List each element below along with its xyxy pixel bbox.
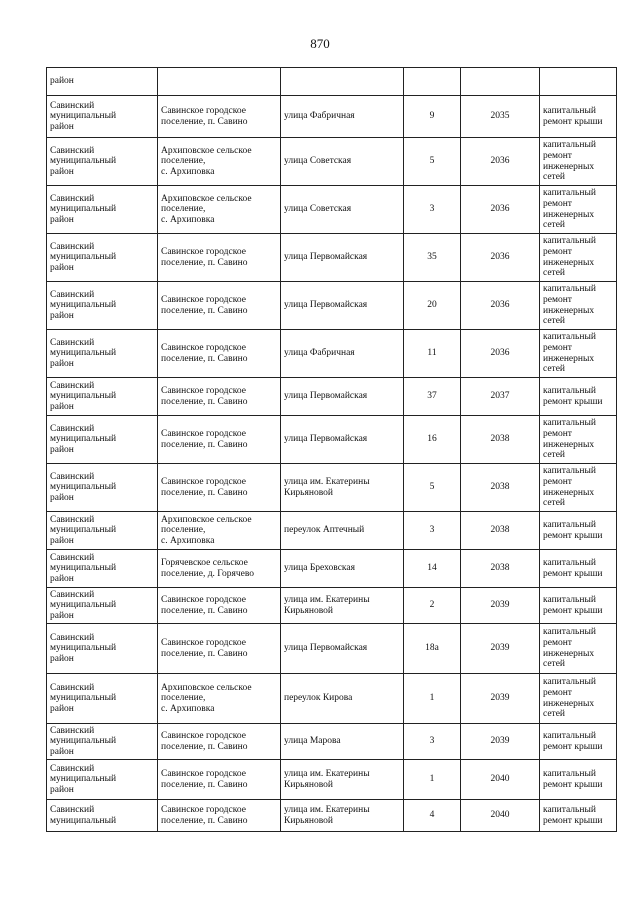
table-row (47, 330, 617, 378)
cell-year (461, 68, 540, 96)
cell-street: переулок Кирова (281, 674, 404, 724)
cell-house: 37 (404, 378, 461, 416)
cell-year: 2036 (461, 186, 540, 234)
table-row (47, 464, 617, 512)
cell-work-type: капитальный ремонт инженерных сетей (540, 674, 617, 724)
cell-rayon: Савинский муниципальный район (47, 330, 158, 378)
cell-settlement: Савинское городское поселение, п. Савино (158, 96, 281, 138)
cell-year: 2038 (461, 550, 540, 588)
cell-work-type: капитальный ремонт инженерных сетей (540, 234, 617, 282)
cell-settlement: Архиповское сельское поселение, с. Архиповка (158, 512, 281, 550)
cell-rayon: Савинский муниципальный район (47, 760, 158, 800)
cell-settlement: Савинское городское поселение, п. Савино (158, 282, 281, 330)
cell-settlement: Савинское городское поселение, п. Савино (158, 760, 281, 800)
cell-rayon: Савинский муниципальный район (47, 416, 158, 464)
cell-street (281, 68, 404, 96)
cell-house: 3 (404, 512, 461, 550)
table-row (47, 512, 617, 550)
cell-work-type (540, 68, 617, 96)
cell-year: 2037 (461, 378, 540, 416)
cell-street: улица им. Екатерины Кирьяновой (281, 464, 404, 512)
cell-rayon: Савинский муниципальный район (47, 186, 158, 234)
cell-street: улица Первомайская (281, 624, 404, 674)
cell-year: 2036 (461, 330, 540, 378)
cell-rayon: Савинский муниципальный район (47, 96, 158, 138)
cell-street: улица им. Екатерины Кирьяновой (281, 588, 404, 624)
cell-settlement: Савинское городское поселение, п. Савино (158, 724, 281, 760)
cell-street: улица Бреховская (281, 550, 404, 588)
table-row (47, 282, 617, 330)
cell-rayon: Савинский муниципальный район (47, 282, 158, 330)
cell-year: 2039 (461, 588, 540, 624)
cell-house: 35 (404, 234, 461, 282)
cell-year: 2040 (461, 800, 540, 832)
cell-year: 2036 (461, 138, 540, 186)
cell-work-type: капитальный ремонт инженерных сетей (540, 138, 617, 186)
cell-house: 14 (404, 550, 461, 588)
cell-rayon: Савинский муниципальный район (47, 464, 158, 512)
page-number: 870 (310, 36, 330, 51)
cell-settlement: Савинское городское поселение, п. Савино (158, 234, 281, 282)
cell-house: 1 (404, 760, 461, 800)
table-row (47, 624, 617, 674)
cell-year: 2038 (461, 416, 540, 464)
cell-rayon: Савинский муниципальный район (47, 512, 158, 550)
cell-street: переулок Аптечный (281, 512, 404, 550)
cell-house: 2 (404, 588, 461, 624)
cell-work-type: капитальный ремонт крыши (540, 760, 617, 800)
cell-year: 2038 (461, 512, 540, 550)
cell-work-type: капитальный ремонт инженерных сетей (540, 416, 617, 464)
cell-street: улица им. Екатерины Кирьяновой (281, 800, 404, 832)
registry-body (47, 68, 617, 832)
cell-settlement: Савинское городское поселение, п. Савино (158, 464, 281, 512)
cell-street: улица Марова (281, 724, 404, 760)
cell-house: 11 (404, 330, 461, 378)
table-row (47, 588, 617, 624)
table-row (47, 800, 617, 832)
cell-settlement: Савинское городское поселение, п. Савино (158, 378, 281, 416)
cell-settlement: Горячевское сельское поселение, д. Горячево (158, 550, 281, 588)
cell-rayon: Савинский муниципальный район (47, 724, 158, 760)
cell-settlement: Савинское городское поселение, п. Савино (158, 416, 281, 464)
cell-house: 16 (404, 416, 461, 464)
cell-house: 5 (404, 464, 461, 512)
cell-settlement: Архиповское сельское поселение, с. Архиповка (158, 186, 281, 234)
cell-work-type: капитальный ремонт инженерных сетей (540, 186, 617, 234)
cell-work-type: капитальный ремонт инженерных сетей (540, 464, 617, 512)
cell-street: улица Первомайская (281, 234, 404, 282)
cell-street: улица Фабричная (281, 330, 404, 378)
registry-table (46, 67, 617, 832)
cell-rayon: Савинский муниципальный район (47, 624, 158, 674)
cell-settlement: Архиповское сельское поселение, с. Архиповка (158, 674, 281, 724)
cell-work-type: капитальный ремонт крыши (540, 512, 617, 550)
table-row (47, 760, 617, 800)
cell-rayon: Савинский муниципальный район (47, 138, 158, 186)
cell-house: 5 (404, 138, 461, 186)
cell-rayon: Савинский муниципальный район (47, 588, 158, 624)
cell-year: 2039 (461, 724, 540, 760)
cell-settlement: Савинское городское поселение, п. Савино (158, 800, 281, 832)
cell-year: 2036 (461, 234, 540, 282)
cell-settlement: Архиповское сельское поселение, с. Архиповка (158, 138, 281, 186)
cell-street: улица Фабричная (281, 96, 404, 138)
cell-street: улица им. Екатерины Кирьяновой (281, 760, 404, 800)
cell-work-type: капитальный ремонт крыши (540, 550, 617, 588)
cell-rayon: Савинский муниципальный район (47, 234, 158, 282)
table-row (47, 138, 617, 186)
cell-rayon: Савинский муниципальный район (47, 378, 158, 416)
cell-work-type: капитальный ремонт крыши (540, 378, 617, 416)
cell-year: 2036 (461, 282, 540, 330)
cell-settlement: Савинское городское поселение, п. Савино (158, 624, 281, 674)
table-row-continuation (47, 68, 617, 96)
table-row (47, 378, 617, 416)
cell-year: 2035 (461, 96, 540, 138)
cell-rayon: Савинский муниципальный (47, 800, 158, 832)
cell-house: 4 (404, 800, 461, 832)
cell-street: улица Первомайская (281, 416, 404, 464)
cell-rayon: Савинский муниципальный район (47, 674, 158, 724)
cell-street: улица Первомайская (281, 282, 404, 330)
cell-house: 3 (404, 186, 461, 234)
cell-house: 9 (404, 96, 461, 138)
cell-work-type: капитальный ремонт инженерных сетей (540, 624, 617, 674)
cell-house: 1 (404, 674, 461, 724)
table-row (47, 724, 617, 760)
cell-work-type: капитальный ремонт крыши (540, 588, 617, 624)
cell-street: улица Советская (281, 186, 404, 234)
cell-work-type: капитальный ремонт крыши (540, 800, 617, 832)
cell-rayon: Савинский муниципальный район (47, 550, 158, 588)
cell-work-type: капитальный ремонт инженерных сетей (540, 330, 617, 378)
cell-work-type: капитальный ремонт крыши (540, 96, 617, 138)
table-row (47, 234, 617, 282)
cell-rayon: район (47, 68, 158, 96)
cell-work-type: капитальный ремонт крыши (540, 724, 617, 760)
cell-work-type: капитальный ремонт инженерных сетей (540, 282, 617, 330)
table-row (47, 550, 617, 588)
table-row (47, 674, 617, 724)
cell-house: 18а (404, 624, 461, 674)
cell-house: 3 (404, 724, 461, 760)
cell-year: 2039 (461, 674, 540, 724)
cell-year: 2039 (461, 624, 540, 674)
cell-house: 20 (404, 282, 461, 330)
cell-settlement: Савинское городское поселение, п. Савино (158, 588, 281, 624)
cell-settlement (158, 68, 281, 96)
cell-street: улица Советская (281, 138, 404, 186)
cell-house (404, 68, 461, 96)
cell-year: 2038 (461, 464, 540, 512)
cell-year: 2040 (461, 760, 540, 800)
table-row (47, 96, 617, 138)
cell-settlement: Савинское городское поселение, п. Савино (158, 330, 281, 378)
cell-street: улица Первомайская (281, 378, 404, 416)
table-row (47, 186, 617, 234)
table-row (47, 416, 617, 464)
